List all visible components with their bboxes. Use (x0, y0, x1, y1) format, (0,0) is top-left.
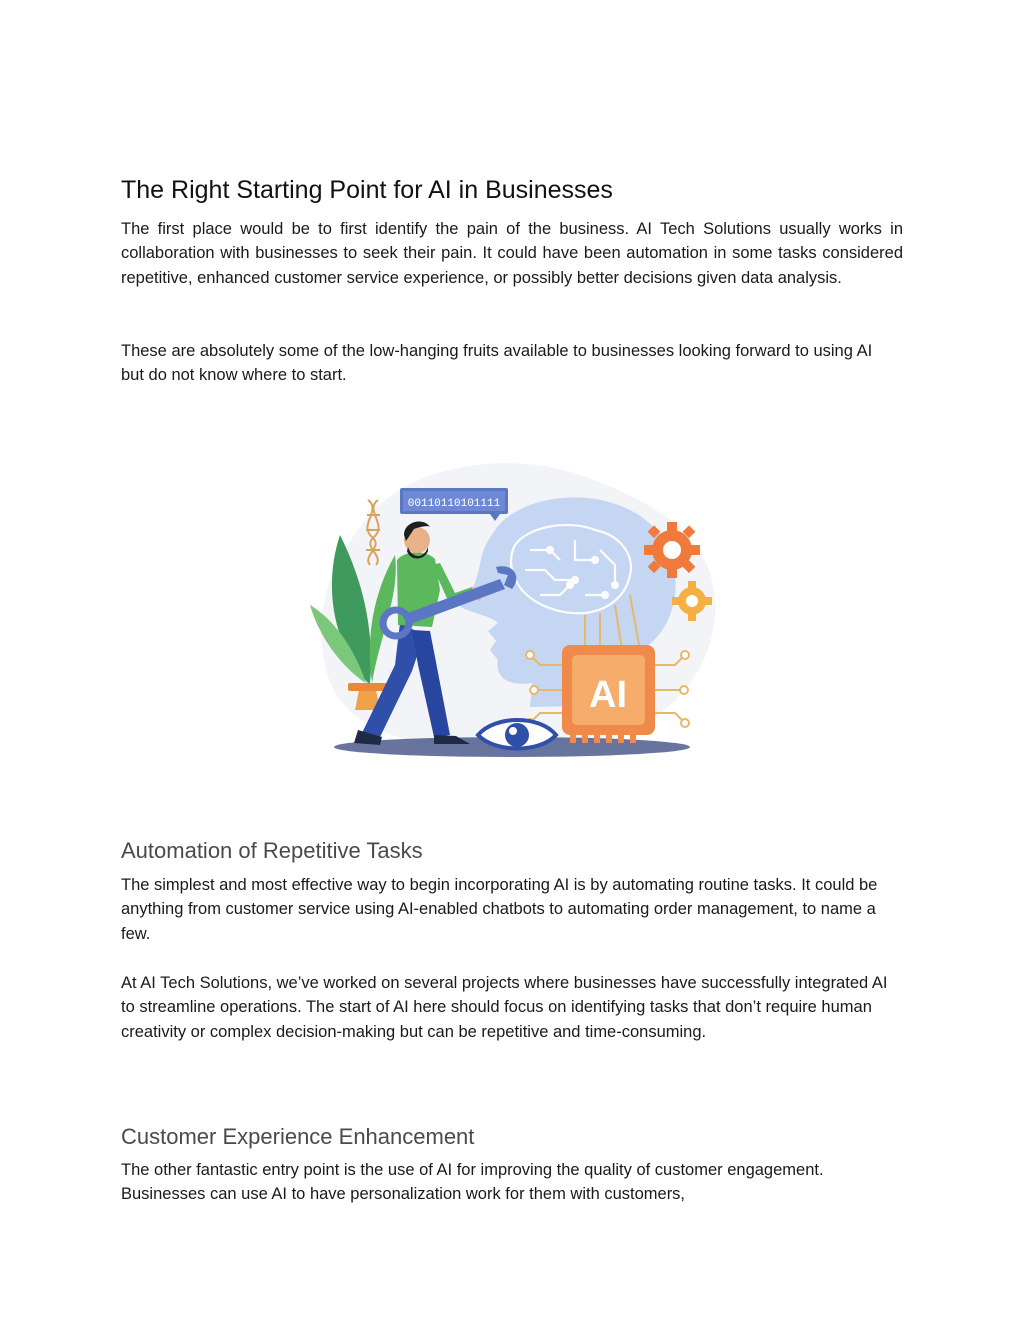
ai-illustration (300, 455, 730, 765)
binary-text: 00110110101111 (407, 498, 501, 510)
automation-paragraph-2: At AI Tech Solutions, we’ve worked on several projects where businesses have successfully integrated AI to streamline operations. The start of AI here should focus on identifying tasks that don’t require human creativity or complex decision-making but can be repetitive and time-consuming. (121, 974, 888, 1041)
section-heading-customer-experience: Customer Experience Enhancement (121, 1124, 475, 1149)
section-heading-automation: Automation of Repetitive Tasks (121, 838, 423, 863)
intro-paragraph-2: These are absolutely some of the low-hanging fruits available to businesses looking forward to using AI but do not know where to start. (121, 342, 873, 385)
eye-icon (478, 720, 556, 749)
chip-label: AI (589, 674, 627, 716)
intro-paragraph-1: The first place would be to first identify the pain of the business. AI Tech Solutions usually works in collaboration with businesses to seek their pain. It could have been automation in some tasks considered repetitive, enhanced customer service experience, or possibly better decisions given data analysis. (121, 220, 903, 287)
customer-experience-paragraph-1: The other fantastic entry point is the use of AI for improving the quality of customer engagement. Businesses can use AI to have personalization work for them with customers, (121, 1161, 824, 1204)
automation-paragraph-1: The simplest and most effective way to begin incorporating AI is by automating routine tasks. It could be anything from customer service using AI-enabled chatbots to automating order management, to name a few. (121, 876, 878, 943)
section-heading-intro: The Right Starting Point for AI in Businesses (121, 176, 613, 204)
gear-icon (644, 522, 700, 578)
